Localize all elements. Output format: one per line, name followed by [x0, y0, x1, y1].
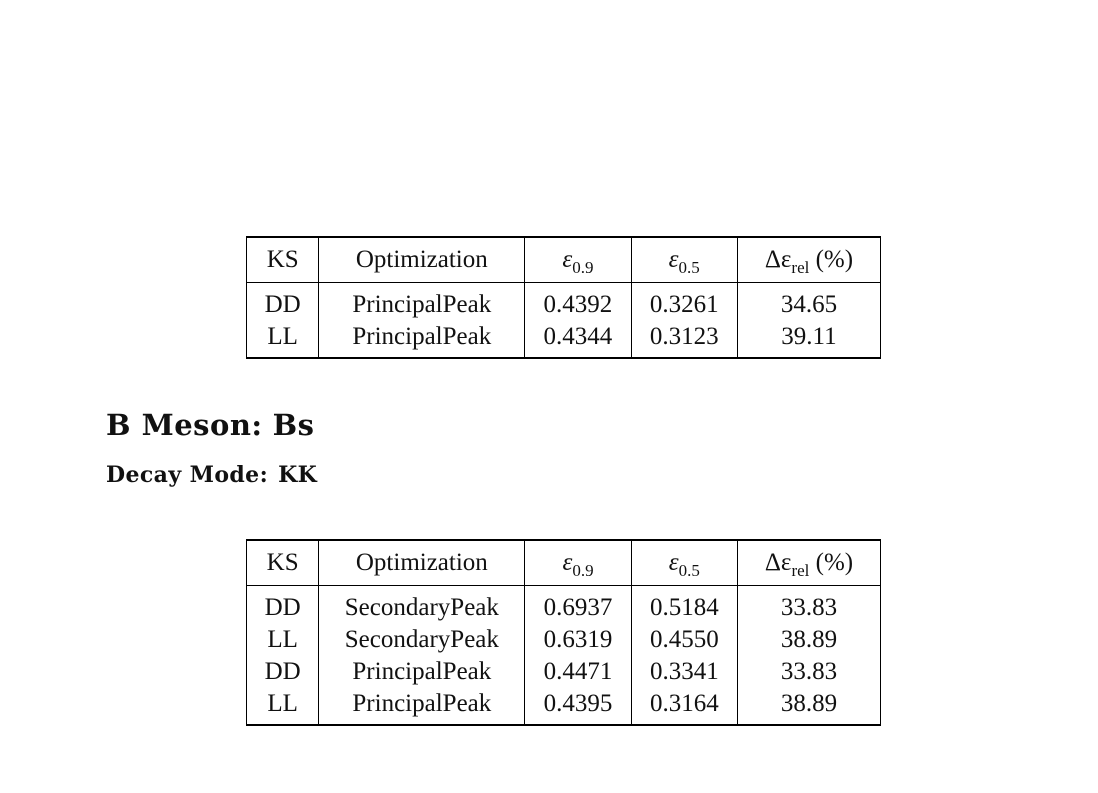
cell-optimization: SecondaryPeak — [319, 624, 525, 656]
cell-ks: DD — [247, 283, 319, 322]
decay-mode-heading — [106, 462, 317, 488]
header-eps-0-9: $\varepsilon_{0.9}$ — [525, 540, 631, 586]
cell-ks: DD — [247, 656, 319, 688]
table-row — [247, 688, 881, 725]
cell-eps-0-9: 0.6937 — [525, 586, 631, 625]
cell-optimization: PrincipalPeak — [319, 688, 525, 725]
cell-eps-0-5: 0.3123 — [631, 321, 737, 358]
header-delta-eps-rel: $\Delta\varepsilon_{rel}$ (%) — [737, 540, 880, 586]
table-row — [247, 283, 881, 322]
cell-ks: LL — [247, 624, 319, 656]
meson-heading — [106, 408, 314, 442]
cell-ks: LL — [247, 688, 319, 725]
cell-optimization: SecondaryPeak — [319, 586, 525, 625]
cell-optimization: PrincipalPeak — [319, 321, 525, 358]
table-row — [247, 586, 881, 625]
cell-delta: 33.83 — [737, 586, 880, 625]
header-ks: KS — [247, 237, 319, 283]
meson-value: Bs — [272, 408, 315, 442]
table-header-row — [247, 237, 881, 283]
decay-label: Decay Mode: — [106, 462, 269, 488]
cell-delta: 38.89 — [737, 624, 880, 656]
header-eps-0-5: $\varepsilon_{0.5}$ — [631, 237, 737, 283]
header-optimization: Optimization — [319, 540, 525, 586]
efficiency-table-1 — [246, 236, 881, 359]
header-eps-0-9: $\varepsilon_{0.9}$ — [525, 237, 631, 283]
header-eps-0-5: $\varepsilon_{0.5}$ — [631, 540, 737, 586]
cell-eps-0-5: 0.3261 — [631, 283, 737, 322]
cell-delta: 39.11 — [737, 321, 880, 358]
table-header-row — [247, 540, 881, 586]
cell-delta: 33.83 — [737, 656, 880, 688]
cell-ks: LL — [247, 321, 319, 358]
cell-eps-0-9: 0.4471 — [525, 656, 631, 688]
efficiency-table-2 — [246, 539, 881, 726]
table-row — [247, 624, 881, 656]
cell-delta: 34.65 — [737, 283, 880, 322]
cell-eps-0-5: 0.3341 — [631, 656, 737, 688]
header-optimization: Optimization — [319, 237, 525, 283]
cell-optimization: PrincipalPeak — [319, 283, 525, 322]
decay-value: KK — [278, 462, 318, 488]
cell-eps-0-5: 0.5184 — [631, 586, 737, 625]
header-delta-eps-rel: $\Delta\varepsilon_{rel}$ (%) — [737, 237, 880, 283]
cell-eps-0-9: 0.6319 — [525, 624, 631, 656]
cell-eps-0-5: 0.3164 — [631, 688, 737, 725]
cell-eps-0-9: 0.4344 — [525, 321, 631, 358]
cell-eps-0-9: 0.4392 — [525, 283, 631, 322]
header-ks: KS — [247, 540, 319, 586]
meson-label: B Meson: — [106, 408, 263, 442]
cell-ks: DD — [247, 586, 319, 625]
cell-eps-0-5: 0.4550 — [631, 624, 737, 656]
table-row — [247, 656, 881, 688]
table-row — [247, 321, 881, 358]
cell-optimization: PrincipalPeak — [319, 656, 525, 688]
cell-delta: 38.89 — [737, 688, 880, 725]
cell-eps-0-9: 0.4395 — [525, 688, 631, 725]
